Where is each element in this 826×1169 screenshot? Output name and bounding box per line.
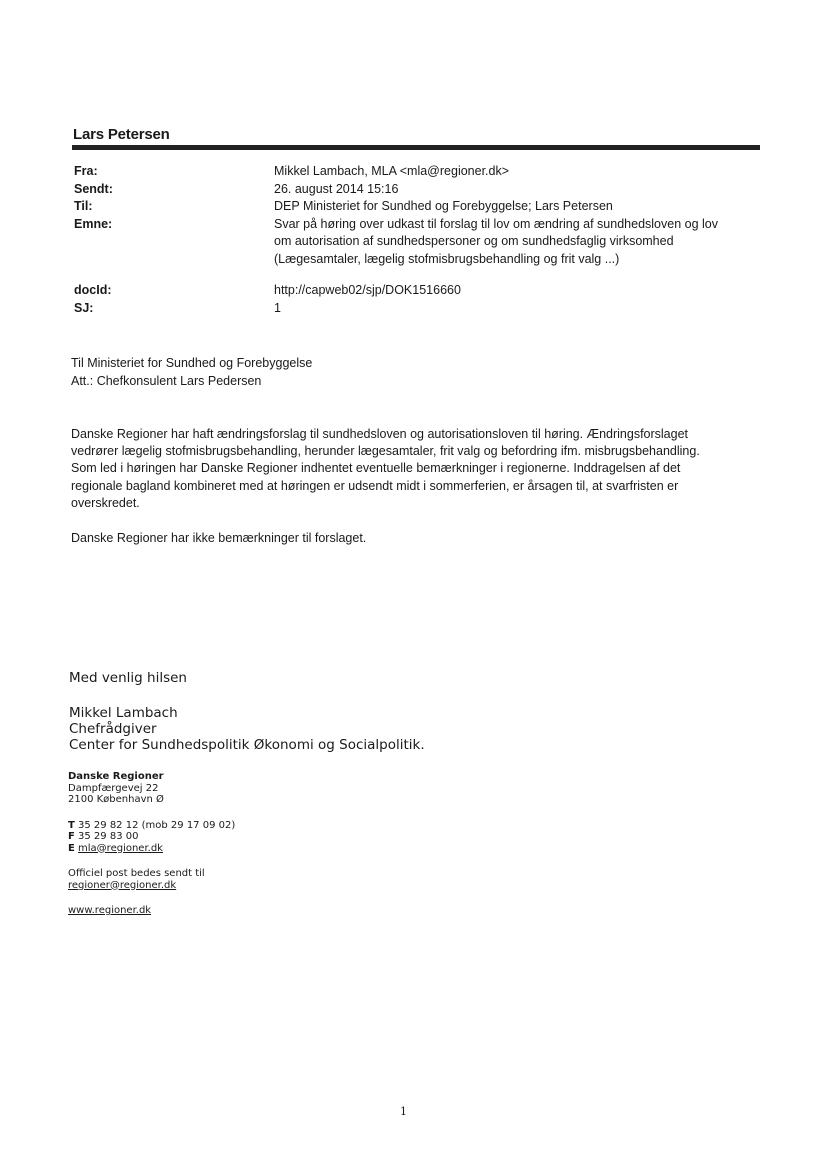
salutation <box>71 354 312 390</box>
docid-value: http://capweb02/sjp/DOK1516660 <box>274 283 461 297</box>
header-rule <box>72 145 760 150</box>
spacer <box>74 268 764 282</box>
email-headers <box>74 163 764 317</box>
from-value: Mikkel Lambach, MLA <mla@regioner.dk> <box>274 164 510 178</box>
official-post-block <box>68 868 235 891</box>
to-value: DEP Ministeriet for Sundhed og Forebyggelse; Lars Petersen <box>274 199 613 213</box>
body-line: overskredet. <box>71 495 140 510</box>
sj-label: SJ: <box>74 300 94 315</box>
subject-label: Emne: <box>74 216 113 231</box>
subject-row <box>74 216 764 269</box>
body-line: vedrører lægelig stofmisbrugsbehandling, herunder lægesamtaler, frit valg og befordring ifm. misbrugsbehandling. <box>71 444 700 459</box>
closing: Med venlig hilsen <box>69 670 187 686</box>
official-post-link[interactable]: regioner@regioner.dk <box>68 879 177 891</box>
to-label: Til: <box>74 199 93 213</box>
contact-block <box>68 771 235 917</box>
subject-line: (Lægesamtaler, lægelig stofmisbrugsbehandling og frit valg ...) <box>274 251 620 266</box>
email-line <box>68 843 235 855</box>
phone-label: T <box>68 819 75 831</box>
body-line: Danske Regioner har haft ændringsforslag til sundhedsloven og autorisationsloven til høring. Ændringsforslaget <box>71 427 689 441</box>
sent-label: Sendt: <box>74 181 113 196</box>
city: 2100 København Ø <box>68 794 164 805</box>
signature <box>69 705 425 753</box>
email-link[interactable]: mla@regioner.dk <box>78 842 163 854</box>
website-link[interactable]: www.regioner.dk <box>68 905 152 916</box>
phone-line <box>68 820 235 832</box>
sj-row <box>74 300 764 318</box>
address-block <box>68 771 235 806</box>
signature-title: Chefrådgiver <box>69 721 157 737</box>
phone-value: 35 29 82 12 (mob 29 17 09 02) <box>78 819 236 831</box>
docid-label: docId: <box>74 283 112 297</box>
from-row <box>74 163 764 181</box>
sent-row <box>74 181 764 199</box>
salutation-line: Att.: Chefkonsulent Lars Pedersen <box>71 374 262 388</box>
org-name: Danske Regioner <box>68 771 164 782</box>
official-post-text: Officiel post bedes sendt til <box>68 868 205 879</box>
subject-line: Svar på høring over udkast til forslag til lov om ændring af sundhedsloven og lov <box>274 216 718 231</box>
phone-block <box>68 820 235 855</box>
body-line: Som led i høringen har Danske Regioner indhentet eventuelle bemærkninger i regionerne. Inddragelsen af det <box>71 461 681 476</box>
fax-line <box>68 831 235 843</box>
docid-row <box>74 282 764 300</box>
body-paragraph <box>71 426 759 512</box>
signature-department: Center for Sundhedspolitik Økonomi og Socialpolitik. <box>69 737 425 753</box>
subject-value <box>274 216 764 269</box>
letter-body <box>71 426 759 565</box>
from-label: Fra: <box>74 164 98 178</box>
fax-value: 35 29 83 00 <box>78 831 139 842</box>
sender-name: Lars Petersen <box>73 126 170 143</box>
email-label: E <box>68 842 75 854</box>
signature-name: Mikkel Lambach <box>69 705 178 721</box>
salutation-line: Til Ministeriet for Sundhed og Forebyggelse <box>71 356 313 370</box>
body-paragraph: Danske Regioner har ikke bemærkninger til forslaget. <box>71 531 367 546</box>
page-number: 1 <box>400 1105 407 1118</box>
sj-value: 1 <box>274 300 281 315</box>
website-block <box>68 905 235 917</box>
body-line: regionale bagland kombineret med at høringen er udsendt midt i sommerferien, er årsagen til, at svarfristen er <box>71 478 679 493</box>
subject-line: om autorisation af sundhedspersoner og om sundhedsfaglig virksomhed <box>274 234 674 248</box>
fax-label: F <box>68 831 75 842</box>
sent-value: 26. august 2014 15:16 <box>274 181 399 196</box>
street: Dampfærgevej 22 <box>68 782 159 794</box>
to-row <box>74 198 764 216</box>
